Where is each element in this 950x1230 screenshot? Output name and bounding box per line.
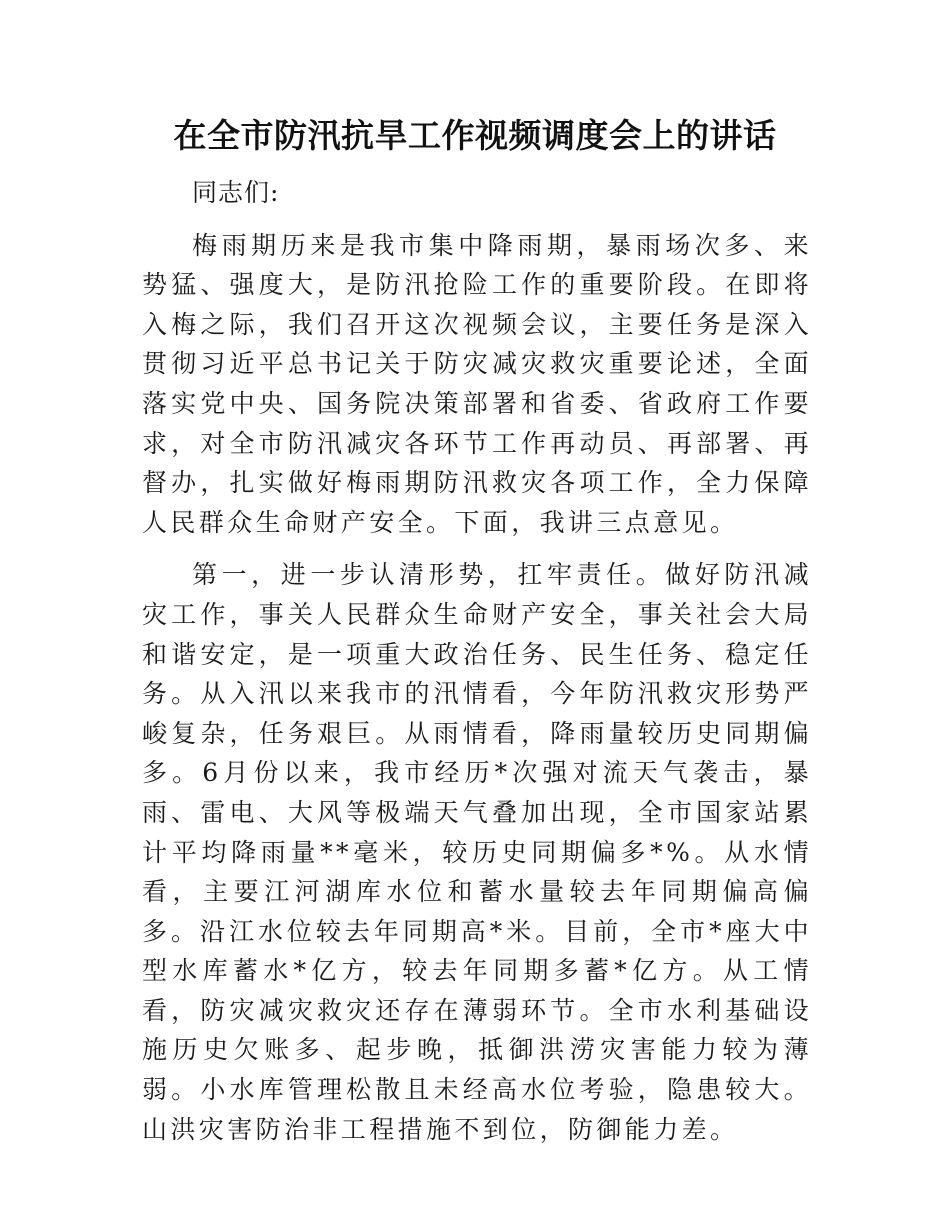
salutation: 同志们: bbox=[192, 178, 280, 207]
document-body bbox=[142, 173, 812, 1149]
paragraph: 梅雨期历来是我市集中降雨期，暴雨场次多、来势猛、强度大，是防汛抢险工作的重要阶段。在即将入梅之际，我们召开这次视频会议，主要任务是深入贯彻习近平总书记关于防灾减灾救灾重要论述，全面落实党中央、国务院决策部署和省委、省政府工作要求，对全市防汛减灾各环节工作再动员、再部署、再督办，扎实做好梅雨期防汛救灾各项工作，全力保障人民群众生命财产安全。下面，我讲三点意见。 bbox=[142, 230, 812, 537]
document-title: 在全市防汛抗旱工作视频调度会上的讲话 bbox=[173, 116, 777, 155]
paragraph: 第一，进一步认清形势，扛牢责任。做好防汛减灾工作，事关人民群众生命财产安全，事关社会大局和谐安定，是一项重大政治任务、民生任务、稳定任务。从入汛以来我市的汛情看，今年防汛救灾形势严峻复杂，任务艰巨。从雨情看，降雨量较历史同期偏多。6月份以来，我市经历*次强对流天气袭击，暴雨、雷电、大风等极端天气叠加出现，全市国家站累计平均降雨量**毫米，较历史同期偏多*%。从水情看，主要江河湖库水位和蓄水量较去年同期偏高偏多。沿江水位较去年同期高*米。目前，全市*座大中型水库蓄水*亿方，较去年同期多蓄*亿方。从工情看，防灾减灾救灾还存在薄弱环节。全市水利基础设施历史欠账多、起步晚，抵御洪涝灾害能力较为薄弱。小水库管理松散且未经高水位考验，隐患较大。山洪灾害防治非工程措施不到位，防御能力差。 bbox=[142, 560, 812, 1144]
